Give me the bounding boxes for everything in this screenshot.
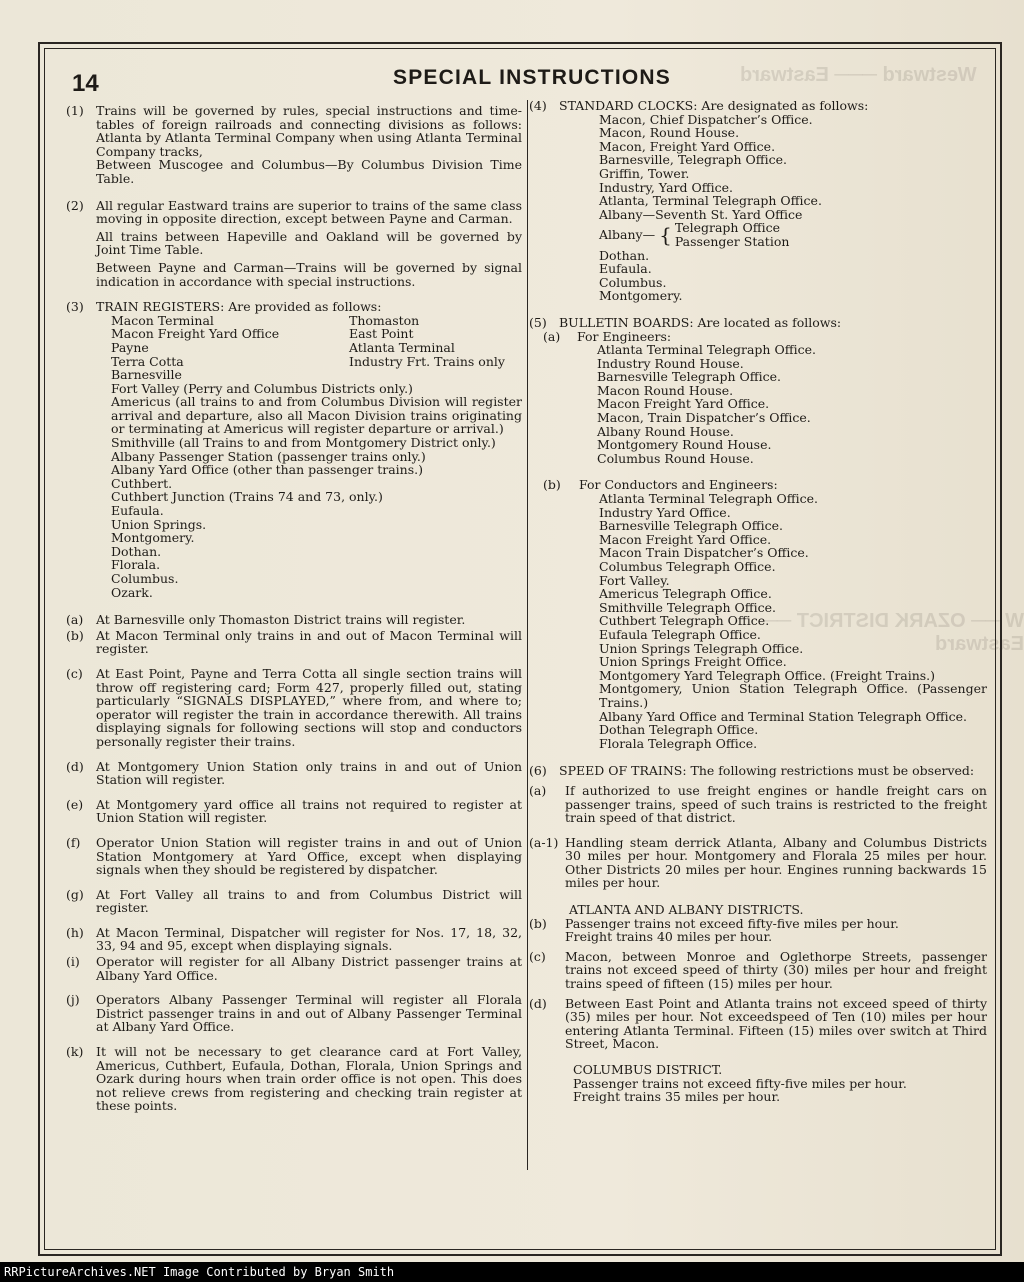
list-item: Smithville Telegraph Office. [599, 599, 777, 615]
list-item: Eufaula Telegraph Office. [599, 626, 761, 642]
list-item: Albany Yard Office (other than passenger trains.) [111, 462, 423, 478]
left-column [66, 104, 522, 1113]
section-2: (2) All regular Eastward trains are superior to trains of the same class moving in opposite direction, except between Payne and Carman. All trains between Hapeville and Oakland will be governed by Joint Time Table. Between Payne and Carman—Trains will be governed by signal indication in accordance with special instructions. [66, 197, 522, 289]
note-c: (c) At East Point, Payne and Terra Cotta all single section trains will throw off registering card; Form 427, properly filled out, stating particularly “SIGNALS DISPLAYED,” where from, and where to; operator will register the train in accordance therewith. All trains displaying signals for following sections will stop and conductors personally register their trains. [66, 665, 522, 749]
right-column: (4) STANDARD CLOCKS: Are designated as follows: Macon, Chief Dispatcher’s Office. Macon, Round House. Macon, Freight Yard Office. Barnesville, Telegraph Office. Griffin, Tower. Industry, Yard Office. Atlanta, Terminal Telegraph Office. Albany—Seventh St. Yard Office Albany— { Telegraph Office Passenger Station Dothan. Eufaula. Columbus. Montgomery. (5) BULLETIN BOARDS: Are located as follows: (a) For Engineers: Atlanta Terminal Telegraph Office. Industry Round House. Barnesville Telegraph Office. Macon Round House. Macon Freight Yard Office. Macon, Train Dispatcher’s Office. Albany Round House. Montgomery Round House. Columbus Round House. (b) For Conductors and Engineers: Atlanta Terminal Telegraph Office. Industry Yard Office. Barnesville Telegraph Office. Macon Freight Yard Office. Macon Train Dispatcher’s Office. Columbus Telegraph Office. Fort Valley. Americus Telegraph Office. Smithville Telegraph Office. Cuthbert Telegraph Office. Eufaula Telegraph Office. Union Springs Telegraph Office. Union Springs Freight Office. Montgomery Yard Telegraph Office. (Freight Trains.) Montgomery, Union Station Telegraph Office. (Passenger Trains.) Albany Yard Office and Terminal Station Telegraph Office. Dothan Telegraph Office. Florala Telegraph Office. (6) SPEED OF TRAINS: The following restrictions must be observed: (a) If authorized to use freight engines or handle freight cars on passenger trains, speed of such trains is restricted to the freight train speed of that district. (a-1) Handling steam derrick Atlanta, Albany and Columbus Districts 30 miles per hour. Montgomery and Florala 25 miles per hour. Other Districts 20 miles per hour. Engines running backwards 15 miles per hour. ATLANTA AND ALBANY DISTRICTS. (b) Passenger trains not exceed fifty-five miles per hour. Freight trains 40 miles per hour. (c) Macon, between Monroe and Oglethorpe Streets, passenger trains not exceed speed of thirty (30) miles per hour and freight trains speed of fifteen (15) miles per hour. (d) Between East Point and Atlanta trains not exceed speed of thirty (35) miles per hour. Not exceedspeed of Ten (10) miles per hour entering Atlanta Terminal. Fifteen (15) miles over switch at Third Street, Macon. COLUMBUS DISTRICT. Passenger trains not exceed fifty-five miles per hour. Freight trains 35 miles per hour. [529, 98, 987, 1105]
for-engineers: (a) For Engineers: Atlanta Terminal Telegraph Office. Industry Round House. Barnesville Telegraph Office. Macon Round House. Macon Freight Yard Office. Macon, Train Dispatcher’s Office. Albany Round House. Montgomery Round House. Columbus Round House. [543, 330, 987, 466]
register-list [96, 368, 522, 599]
list-item: Eufaula. [111, 503, 164, 519]
section-1: (1) Trains will be governed by rules, special instructions and time-tables of foreign railroads and connecting divisions as follows: Atlanta by Atlanta Terminal Company when using Atlanta Terminal Company tracks, Between Muscogee and Columbus—By Columbus Division Time Table. [66, 103, 522, 186]
list-item: Columbus Round House. [597, 450, 754, 466]
column-divider [527, 100, 528, 1170]
clock-list-2 [559, 249, 987, 303]
section-6-speed-of-trains: (6) SPEED OF TRAINS: The following restrictions must be observed: [529, 763, 975, 779]
list-item: Columbus. [599, 274, 667, 290]
list-item: Columbus Telegraph Office. [599, 559, 776, 574]
list-item: Macon Freight Yard Office. [597, 396, 770, 412]
section-3-train-registers: (3) TRAIN REGISTERS: Are provided as follows: Macon Terminal Thomaston Macon Freight Yard Office East Point Payne Atlanta Terminal Terra Cotta Industry Frt. Trains only Barnesville Fort Valley (Perry and Columbus Districts only.) Americus (all trains to and from Columbus Division will register arrival and departure, also all Macon Division trains originating or terminating at Americus will register departure or arrival.) Smithville (all Trains to and from Montgomery District only.) Albany Passenger Station (passenger trains only.) Albany Yard Office (other than passenger trains.) Cuthbert. Cuthbert Junction (Trains 74 and 73, only.) Eufaula. Union Springs. Montgomery. Dothan. Florala. Columbus. Ozark. [66, 299, 522, 600]
list-item: Montgomery. [111, 530, 195, 546]
list-item: Barnesville [111, 367, 182, 383]
section-heading: STANDARD CLOCKS: [559, 98, 698, 113]
list-item: Industry, Yard Office. [599, 179, 733, 195]
list-item: Montgomery, Union Station Telegraph Office. (Passenger Trains.) [599, 681, 987, 710]
clock-list [559, 113, 987, 222]
section-heading: SPEED OF TRAINS: [559, 763, 687, 779]
atlanta-albany-heading: ATLANTA AND ALBANY DISTRICTS. [569, 902, 804, 918]
list-item: Smithville (all Trains to and from Montgomery District only.) [111, 435, 496, 451]
note-j: (j) Operators Albany Passenger Terminal will register all Florala District passenger trains in and out of Albany Passenger Terminal at Albany Yard Office. [66, 992, 522, 1035]
list-item: Industry Round House. [597, 355, 744, 371]
list-item: Americus (all trains to and from Columbus Division will register arrival and departure, also all Macon Division trains originating or terminating at Americus will register departure or arrival.) [111, 394, 522, 437]
list-item: Cuthbert. [111, 475, 173, 491]
note-k: (k) It will not be necessary to get clearance card at Fort Valley, Americus, Cuthbert, Eufaula, Dothan, Florala, Union Springs and Ozark during hours when train order office is not open. This does not relieve crews from registering and checking train register at these points. [66, 1044, 522, 1114]
list-item: Americus Telegraph Office. [599, 586, 772, 602]
list-item: Montgomery. [599, 288, 683, 304]
list-item: Dothan Telegraph Office. [599, 722, 759, 738]
image-credit: RRPictureArchives.NET Image Contributed by Bryan Smith [0, 1262, 1024, 1282]
list-item: Macon, Freight Yard Office. [599, 138, 776, 154]
for-conductors-and-engineers: (b) For Conductors and Engineers: Atlanta Terminal Telegraph Office. Industry Yard Office. Barnesville Telegraph Office. Macon Freight Yard Office. Macon Train Dispatcher’s Office. Columbus Telegraph Office. Fort Valley. Americus Telegraph Office. Smithville Telegraph Office. Cuthbert Telegraph Office. Eufaula Telegraph Office. Union Springs Telegraph Office. Union Springs Freight Office. Montgomery Yard Telegraph Office. (Freight Trains.) Montgomery, Union Station Telegraph Office. (Passenger Trains.) Albany Yard Office and Terminal Station Telegraph Office. Dothan Telegraph Office. Florala Telegraph Office. [543, 477, 987, 751]
section-heading: BULLETIN BOARDS: [559, 314, 694, 330]
note-g: (g) At Fort Valley all trains to and from Columbus District will register. [66, 886, 522, 916]
list-item: Union Springs Telegraph Office. [599, 640, 804, 656]
list-item: Union Springs Freight Office. [599, 654, 787, 670]
list-item: Fort Valley (Perry and Columbus Districts only.) [111, 380, 413, 396]
register-notes [66, 613, 522, 1113]
list-item: Florala Telegraph Office. [599, 735, 758, 751]
list-item: Macon, Chief Dispatcher’s Office. [599, 111, 813, 127]
list-item: Atlanta Terminal Telegraph Office. [597, 342, 816, 358]
columbus-district-heading: COLUMBUS DISTRICT. [573, 1062, 723, 1077]
section-1-text: Trains will be governed by rules, special instructions and time-tables of foreign railroads and connecting divisions as follows: Atlanta by Atlanta Terminal Company when using Atlanta Terminal Company tracks, [96, 103, 522, 159]
list-item: Cuthbert Junction (Trains 74 and 73, only.) [111, 489, 383, 505]
note-a: (a) At Barnesville only Thomaston District trains will register. [66, 612, 466, 628]
list-item: Dothan. [599, 247, 650, 263]
bleed-through-text: W ── OZARK DISTRICT ── Eastward [762, 610, 1024, 655]
list-item: Montgomery Yard Telegraph Office. (Freight Trains.) [599, 667, 936, 683]
list-item: Montgomery Round House. [597, 437, 772, 453]
brace-icon: { [659, 222, 672, 247]
note-h: (h) At Macon Terminal, Dispatcher will register for Nos. 17, 18, 32, 33, 94 and 95, except when displaying signals. [66, 924, 522, 954]
bleed-through-text: Westward ─── Eastward [740, 64, 977, 86]
section-1-text-2: Between Muscogee and Columbus—By Columbus Division Time Table. [96, 157, 522, 186]
list-item: Columbus. [111, 571, 179, 586]
speed-a: (a) If authorized to use freight engines or handle freight cars on passenger trains, speed of such trains is restricted to the freight train speed of that district. [529, 782, 987, 826]
page-title: SPECIAL INSTRUCTIONS [393, 66, 671, 89]
list-item: Fort Valley. [599, 572, 670, 588]
list-item: Atlanta Terminal Telegraph Office. [599, 491, 818, 507]
speed-b: (b) Passenger trains not exceed fifty-five miles per hour. Freight trains 40 miles per hour. [529, 915, 899, 945]
albany-brace-group: Albany— { Telegraph Office Passenger Station [599, 220, 790, 249]
note-i: (i) Operator will register for all Albany District passenger trains at Albany Yard Office. [66, 954, 522, 983]
list-item: Eufaula. [599, 261, 652, 277]
page-number: 14 [72, 70, 99, 97]
list-item: Florala. [111, 557, 161, 573]
list-item: Barnesville Telegraph Office. [599, 518, 784, 534]
speed-a1: (a-1) Handling steam derrick Atlanta, Albany and Columbus Districts 30 miles per hour. Montgomery and Florala 25 miles per hour. Other Districts 20 miles per hour. Engines running backwards 15 miles per hour. [529, 834, 987, 891]
note-e: (e) At Montgomery yard office all trains not required to register at Union Station will register. [66, 796, 522, 826]
list-item: Atlanta, Terminal Telegraph Office. [599, 193, 822, 209]
list-item: Cuthbert Telegraph Office. [599, 613, 770, 629]
list-item: Dothan. [111, 543, 162, 559]
note-f: (f) Operator Union Station will register trains in and out of Union Station Montgomery at Yard Office, except when displaying signals when they should be registered by dispatcher. [66, 834, 522, 878]
list-item: Albany Yard Office and Terminal Station Telegraph Office. [599, 708, 968, 724]
list-item: Ozark. [111, 584, 153, 600]
list-item: Industry Yard Office. [599, 504, 731, 520]
list-item: Barnesville Telegraph Office. [597, 369, 782, 385]
list-item: Macon Train Dispatcher’s Office. [599, 545, 809, 561]
section-heading: TRAIN REGISTERS: [96, 299, 225, 315]
list-item: Albany—Seventh St. Yard Office [599, 206, 803, 222]
list-item: Macon Freight Yard Office. [599, 531, 772, 547]
list-item: Barnesville, Telegraph Office. [599, 152, 787, 168]
list-item: Macon, Train Dispatcher’s Office. [597, 410, 811, 426]
section-5-bulletin-boards: (5) BULLETIN BOARDS: Are located as follows: (a) For Engineers: Atlanta Terminal Telegraph Office. Industry Round House. Barnesville Telegraph Office. Macon Round House. Macon Freight Yard Office. Macon, Train Dispatcher’s Office. Albany Round House. Montgomery Round House. Columbus Round House. (b) For Conductors and Engineers: Atlanta Terminal Telegraph Office. Industry Yard Office. Barnesville Telegraph Office. Macon Freight Yard Office. Macon Train Dispatcher’s Office. Columbus Telegraph Office. Fort Valley. Americus Telegraph Office. Smithville Telegraph Office. Cuthbert Telegraph Office. Eufaula Telegraph Office. Union Springs Telegraph Office. Union Springs Freight Office. Montgomery Yard Telegraph Office. (Freight Trains.) Montgomery, Union Station Telegraph Office. (Passenger Trains.) Albany Yard Office and Terminal Station Telegraph Office. Dothan Telegraph Office. Florala Telegraph Office. [529, 314, 987, 751]
list-item: Macon Round House. [597, 382, 734, 398]
list-item: Albany Passenger Station (passenger trains only.) [111, 448, 426, 464]
note-d: (d) At Montgomery Union Station only trains in and out of Union Station will register. [66, 758, 522, 788]
list-item: Albany Round House. [597, 423, 734, 439]
note-b: (b) At Macon Terminal only trains in and out of Macon Terminal will register. [66, 627, 522, 657]
list-item: Macon, Round House. [599, 125, 740, 141]
list-item: Griffin, Tower. [599, 165, 690, 181]
list-item: Union Springs. [111, 516, 207, 532]
register-pairs: Macon Terminal Thomaston Macon Freight Yard Office East Point Payne Atlanta Terminal Terra Cotta Industry Frt. Trains only [111, 312, 505, 369]
section-4-standard-clocks: (4) STANDARD CLOCKS: Are designated as follows: Macon, Chief Dispatcher’s Office. Macon, Round House. Macon, Freight Yard Office. Barnesville, Telegraph Office. Griffin, Tower. Industry, Yard Office. Atlanta, Terminal Telegraph Office. Albany—Seventh St. Yard Office Albany— { Telegraph Office Passenger Station Dothan. Eufaula. Columbus. Montgomery. [529, 99, 987, 303]
speed-d: (d) Between East Point and Atlanta trains not exceed speed of thirty (35) miles per hour. Not exceedspeed of Ten (10) miles per hour entering Atlanta Terminal. Fifteen (15) miles over switch at Third Street, Macon. [529, 995, 987, 1052]
speed-c: (c) Macon, between Monroe and Oglethorpe Streets, passenger trains not exceed speed of thirty (30) miles per hour and freight trains speed of fifteen (15) miles per hour. [529, 948, 987, 992]
